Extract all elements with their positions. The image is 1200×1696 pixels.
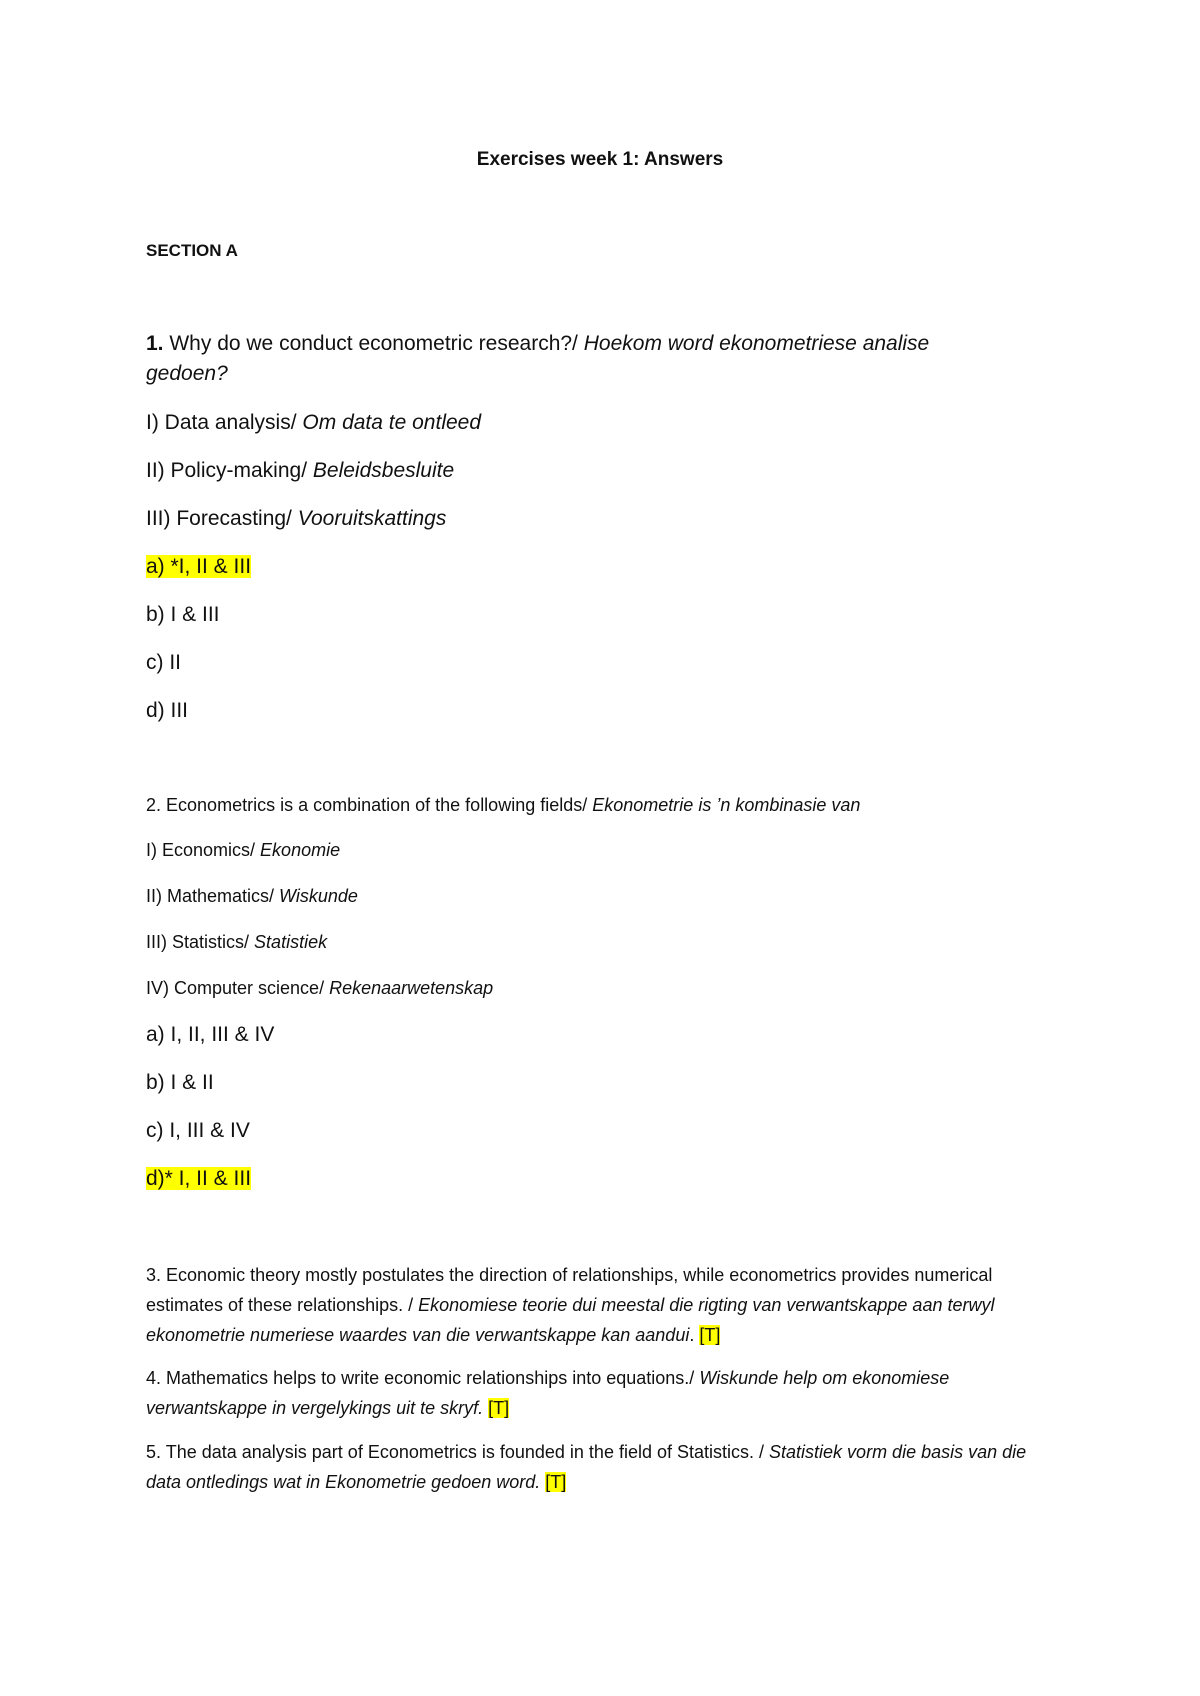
q3-number: 3. bbox=[146, 1265, 162, 1285]
q1-question-continued: gedoen? bbox=[146, 362, 228, 385]
q3-text-en: Economic theory mostly postulates the direction of relationships, while econometrics provides numerical estimates of these relationships. / bbox=[146, 1265, 993, 1315]
q2-item: II) Mathematics/ Wiskunde bbox=[146, 886, 358, 906]
q2-question bbox=[146, 795, 860, 816]
q1-question bbox=[146, 332, 929, 356]
q5-text-af: Statistiek vorm die basis van die data ontledings wat in Ekonometrie gedoen word. bbox=[146, 1442, 1027, 1492]
q1-option-d: d) III bbox=[146, 699, 189, 722]
q2-option-c: c) I, III & IV bbox=[146, 1119, 250, 1142]
q3-answer: [T] bbox=[699, 1325, 721, 1345]
q4-text-en: Mathematics helps to write economic relationships into equations./ bbox=[166, 1368, 695, 1388]
q2-item: III) Statistics/ Statistiek bbox=[146, 932, 328, 952]
q2-item: I) Economics/ Ekonomie bbox=[146, 840, 341, 860]
section-heading: SECTION A bbox=[146, 241, 238, 260]
q2-item: IV) Computer science/ Rekenaarwetenskap bbox=[146, 978, 494, 998]
q3-statement: 3. Economic theory mostly postulates the direction of relationships, while econometrics provides numerical estimates of these relationships. / Ekonomiese teorie dui meestal die rigting van verwantskappe aan terwyl ekonometrie numeriese waardes van die verwantskappe kan aandui. [T] bbox=[146, 1265, 995, 1345]
q5-statement bbox=[146, 1437, 1066, 1497]
q2-option-d-correct: d)* I, II & III bbox=[146, 1167, 252, 1190]
q4-statement bbox=[146, 1363, 1066, 1423]
q2-option-b: b) I & II bbox=[146, 1071, 214, 1094]
q1-item: III) Forecasting/ Vooruitskattings bbox=[146, 507, 447, 530]
q4-answer: [T] bbox=[488, 1398, 510, 1418]
q4-text-af: Wiskunde help om ekonomiese verwantskappe in vergelykings uit te skryf. bbox=[146, 1368, 950, 1418]
q3-text-af: Ekonomiese teorie dui meestal die rigting van verwantskappe aan terwyl ekonometrie numeriese waardes van die verwantskappe kan aandui bbox=[146, 1295, 995, 1345]
q1-option-a-correct: a) *I, II & III bbox=[146, 555, 252, 578]
q5-answer: [T] bbox=[545, 1472, 567, 1492]
q5-text-en: The data analysis part of Econometrics is founded in the field of Statistics. / bbox=[165, 1442, 765, 1462]
q1-question-af: Hoekom word ekonometriese analise bbox=[583, 332, 930, 355]
q2-question-af: Ekonometrie is ’n kombinasie van bbox=[592, 795, 861, 815]
q2-option-a: a) I, II, III & IV bbox=[146, 1023, 275, 1046]
q1-option-b: b) I & III bbox=[146, 603, 220, 626]
q4-number: 4. bbox=[146, 1368, 162, 1388]
q5-number: 5. bbox=[146, 1442, 162, 1462]
q2-question-en: Econometrics is a combination of the following fields/ bbox=[166, 795, 588, 815]
q1-item: II) Policy-making/ Beleidsbesluite bbox=[146, 459, 455, 482]
page-title: Exercises week 1: Answers bbox=[476, 149, 724, 170]
q1-item: I) Data analysis/ Om data te ontleed bbox=[146, 411, 482, 434]
q2-number: 2. bbox=[146, 795, 162, 815]
q1-number: 1. bbox=[146, 332, 164, 355]
q1-question-en: Why do we conduct econometric research?/ bbox=[169, 332, 578, 355]
q1-option-c: c) II bbox=[146, 651, 181, 674]
